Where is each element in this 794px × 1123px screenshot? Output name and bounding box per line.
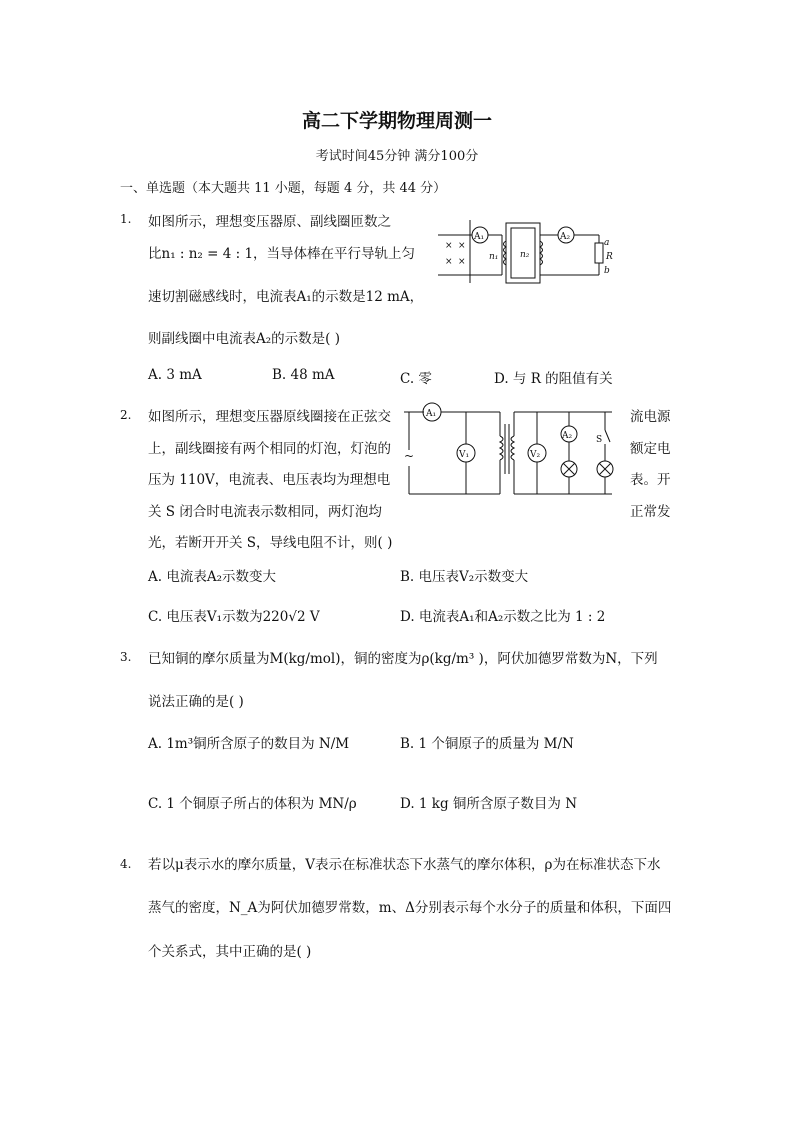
coil-n2-label: n₂: [520, 250, 530, 260]
resistor-r-label: R: [606, 252, 613, 262]
question-text-line: 蒸气的密度，N_A为阿伏加德罗常数，m、Δ分别表示每个水分子的质量和体积，下面四: [148, 900, 672, 916]
option-a: A. 3 mA: [148, 367, 202, 383]
option-a: A. 1m³铜所含原子的数目为 N/M: [148, 736, 350, 752]
question-text-line: 压为 110V，电流表、电压表均为理想电: [148, 472, 391, 488]
ammeter-a1-label: A₁: [474, 232, 485, 242]
transformer-lamp-circuit-figure: [402, 402, 624, 496]
switch-s-label: S: [596, 435, 603, 445]
question-number: 2.: [120, 408, 132, 422]
ammeter-a2-label: A₂: [562, 431, 573, 441]
page-title: 高二下学期物理周测一: [301, 110, 492, 132]
field-cross-mark: ×: [458, 241, 466, 251]
question-text-line: 比n₁ : n₂ = 4 : 1，当导体棒在平行导轨上匀: [148, 246, 416, 262]
question-text-line: 如图所示，理想变压器原、副线圈匝数之: [148, 214, 391, 230]
field-cross-mark: ×: [445, 257, 453, 267]
terminal-a-label: a: [604, 238, 610, 248]
ammeter-a1-label: A₁: [426, 409, 437, 419]
option-c: C. 1 个铜原子所占的体积为 MN/ρ: [148, 796, 357, 812]
transformer-rail-circuit-figure: [436, 215, 621, 290]
question-text-line: 上，副线圈接有两个相同的灯泡，灯泡的: [148, 441, 391, 457]
option-c: C. 电压表V₁示数为220√2 V: [148, 609, 320, 625]
section-heading: 一、单选题（本大题共 11 小题，每题 4 分，共 44 分）: [120, 181, 447, 196]
voltmeter-v1-label: V₁: [459, 450, 470, 460]
ammeter-a2-label: A₂: [560, 232, 571, 242]
field-cross-mark: ×: [445, 241, 453, 251]
question-text-line: 说法正确的是( ): [148, 694, 244, 710]
question-text-line: 正常发: [630, 504, 671, 520]
ac-source-symbol: ~: [404, 449, 415, 463]
question-text-line: 速切割磁感线时，电流表A₁的示数是12 mA，: [148, 289, 424, 305]
option-d: D. 电流表A₁和A₂示数之比为 1 : 2: [400, 609, 606, 625]
question-text-line: 如图所示，理想变压器原线圈接在正弦交: [148, 409, 391, 425]
option-b: B. 48 mA: [272, 367, 335, 383]
question-number: 3.: [120, 650, 132, 664]
question-text-line: 则副线圈中电流表A₂的示数是( ): [148, 331, 340, 347]
question-text-line: 个关系式，其中正确的是( ): [148, 944, 312, 960]
question-text-line: 表。开: [630, 472, 671, 488]
option-d: D. 与 R 的阻值有关: [494, 371, 613, 387]
option-b: B. 电压表V₂示数变大: [400, 569, 529, 585]
terminal-b-label: b: [604, 266, 610, 276]
option-b: B. 1 个铜原子的质量为 M/N: [400, 736, 574, 752]
question-number: 1.: [120, 212, 132, 226]
voltmeter-v2-label: V₂: [530, 450, 541, 460]
question-text-line: 关 S 闭合时电流表示数相同，两灯泡均: [148, 504, 382, 520]
question-text-line: 流电源: [630, 409, 671, 425]
question-text-line: 已知铜的摩尔质量为M(kg/mol)，铜的密度为ρ(kg/m³ )，阿伏加德罗常数为N，下列: [148, 651, 658, 667]
question-number: 4.: [120, 857, 132, 871]
question-text-line: 额定电: [630, 441, 671, 457]
question-text-line: 若以μ表示水的摩尔质量，V表示在标准状态下水蒸气的摩尔体积，ρ为在标准状态下水: [148, 857, 661, 873]
option-d: D. 1 kg 铜所含原子数目为 N: [400, 796, 578, 812]
coil-n1-label: n₁: [489, 252, 499, 262]
exam-subtitle: 考试时间45分钟 满分100分: [315, 149, 479, 164]
field-cross-mark: ×: [458, 257, 466, 267]
option-c: C. 零: [400, 371, 432, 387]
question-text-line: 光，若断开开关 S，导线电阻不计，则( ): [148, 535, 393, 551]
option-a: A. 电流表A₂示数变大: [148, 569, 276, 585]
